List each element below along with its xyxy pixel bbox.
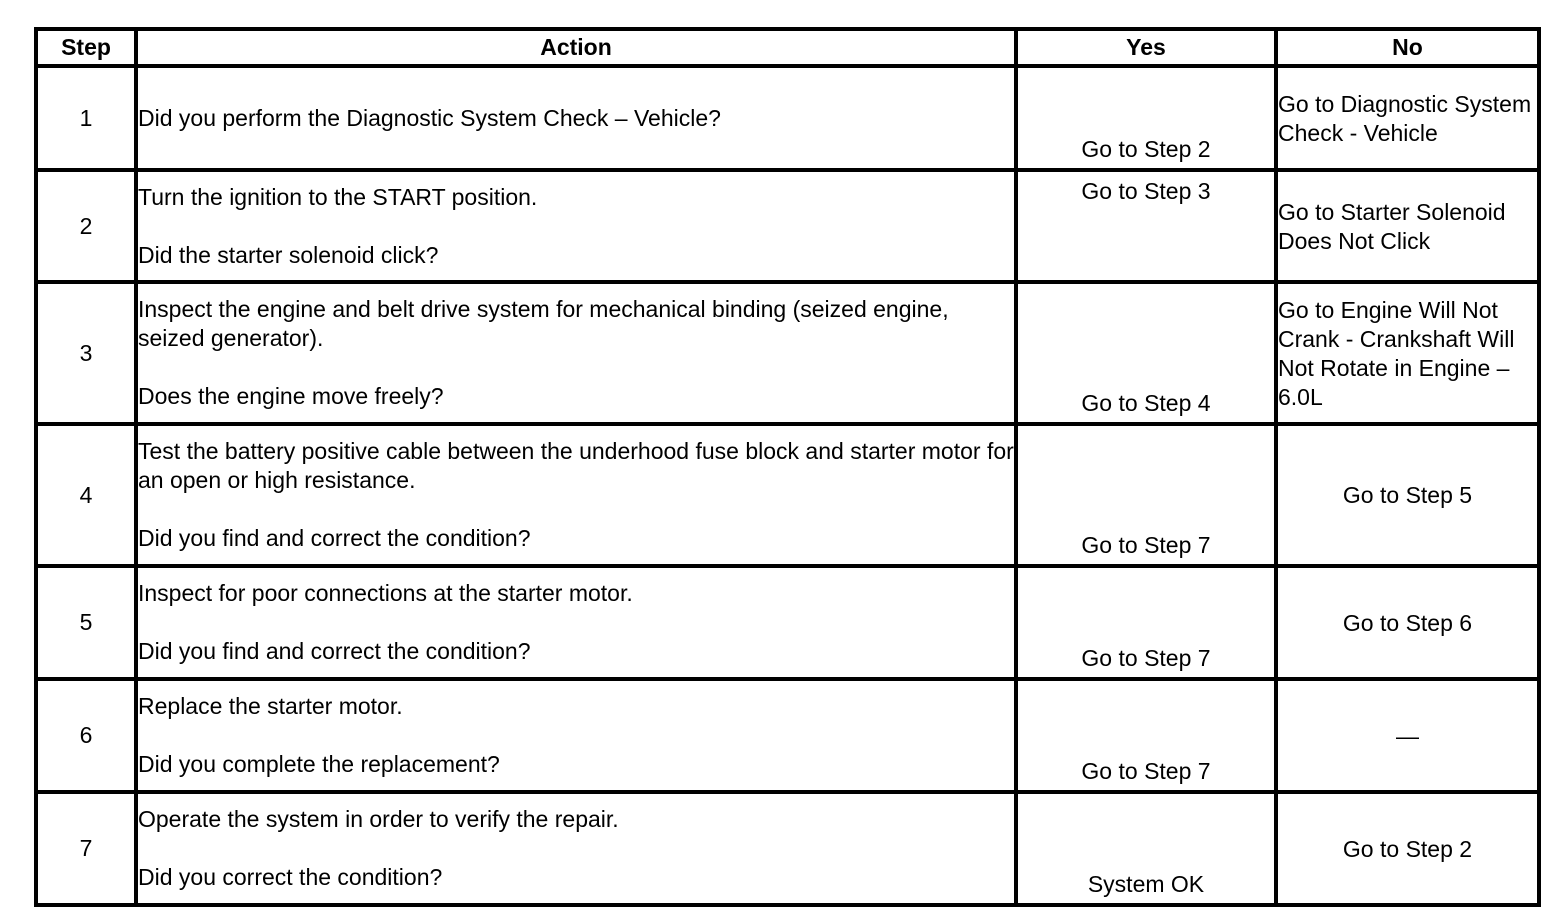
yes-cell (1016, 566, 1276, 679)
diagnostic-table (34, 27, 1541, 907)
step-number: 1 (36, 66, 136, 170)
action-text: Inspect for poor connections at the starter motor. (138, 580, 633, 606)
yes-link[interactable]: Go to Step 7 (1081, 758, 1211, 784)
no-link[interactable]: Go to Engine Will Not Crank - Crankshaft Will Not Rotate in Engine – 6.0L (1278, 296, 1515, 410)
action-cell (136, 679, 1016, 792)
action-cell (136, 424, 1016, 566)
yes-link[interactable]: Go to Step 4 (1081, 390, 1211, 416)
step-number: 4 (36, 424, 136, 566)
action-question: Does the engine move freely? (138, 383, 444, 409)
step-number: 6 (36, 679, 136, 792)
no-link[interactable]: Go to Step 5 (1342, 482, 1473, 508)
action-text: Operate the system in order to verify the repair. (138, 806, 619, 832)
step-number: 7 (36, 792, 136, 905)
no-cell (1276, 424, 1539, 566)
action-cell (136, 66, 1016, 170)
yes-cell (1016, 424, 1276, 566)
no-link[interactable]: Go to Step 2 (1342, 835, 1473, 862)
table-row (36, 679, 1539, 792)
header-yes: Yes (1016, 29, 1276, 66)
table-row (36, 792, 1539, 905)
yes-link[interactable]: Go to Step 3 (1081, 178, 1211, 204)
table-row (36, 170, 1539, 282)
no-value-dash: — (1396, 722, 1419, 749)
table-row (36, 282, 1539, 424)
yes-link[interactable]: Go to Step 7 (1081, 645, 1211, 671)
action-text: Turn the ignition to the START position. (138, 183, 538, 210)
no-link[interactable]: Go to Diagnostic System Check - Vehicle (1278, 90, 1532, 146)
action-text: Inspect the engine and belt drive system for mechanical binding (seized engine, seized generator). (138, 296, 949, 351)
action-cell (136, 170, 1016, 282)
yes-cell (1016, 66, 1276, 170)
action-question: Did you correct the condition? (138, 864, 443, 890)
action-cell (136, 282, 1016, 424)
no-cell (1276, 170, 1539, 282)
header-action: Action (136, 29, 1016, 66)
table-row (36, 424, 1539, 566)
no-cell (1276, 792, 1539, 905)
yes-link[interactable]: Go to Step 2 (1081, 136, 1211, 162)
yes-link[interactable]: Go to Step 7 (1081, 532, 1211, 558)
no-cell (1276, 566, 1539, 679)
no-link[interactable]: Go to Starter Solenoid Does Not Click (1278, 198, 1506, 254)
yes-cell (1016, 679, 1276, 792)
action-cell (136, 792, 1016, 905)
no-cell (1276, 66, 1539, 170)
no-cell (1276, 282, 1539, 424)
no-cell (1276, 679, 1539, 792)
step-number: 2 (36, 170, 136, 282)
step-number: 3 (36, 282, 136, 424)
step-number: 5 (36, 566, 136, 679)
action-cell (136, 566, 1016, 679)
yes-cell (1016, 792, 1276, 905)
action-question: Did you find and correct the condition? (138, 525, 531, 551)
table-row (36, 566, 1539, 679)
header-row (36, 29, 1539, 66)
yes-cell (1016, 170, 1276, 282)
action-question: Did the starter solenoid click? (138, 241, 439, 268)
action-text: Did you perform the Diagnostic System Check – Vehicle? (138, 104, 721, 131)
table-row (36, 66, 1539, 170)
yes-result[interactable]: System OK (1087, 871, 1205, 897)
header-no: No (1276, 29, 1539, 66)
action-question: Did you complete the replacement? (138, 751, 500, 777)
yes-cell (1016, 282, 1276, 424)
header-step: Step (36, 29, 136, 66)
no-link[interactable]: Go to Step 6 (1342, 609, 1473, 636)
action-question: Did you find and correct the condition? (138, 638, 531, 664)
action-text: Test the battery positive cable between the underhood fuse block and starter motor for an open or high resistance. (138, 438, 1014, 493)
action-text: Replace the starter motor. (138, 693, 403, 719)
